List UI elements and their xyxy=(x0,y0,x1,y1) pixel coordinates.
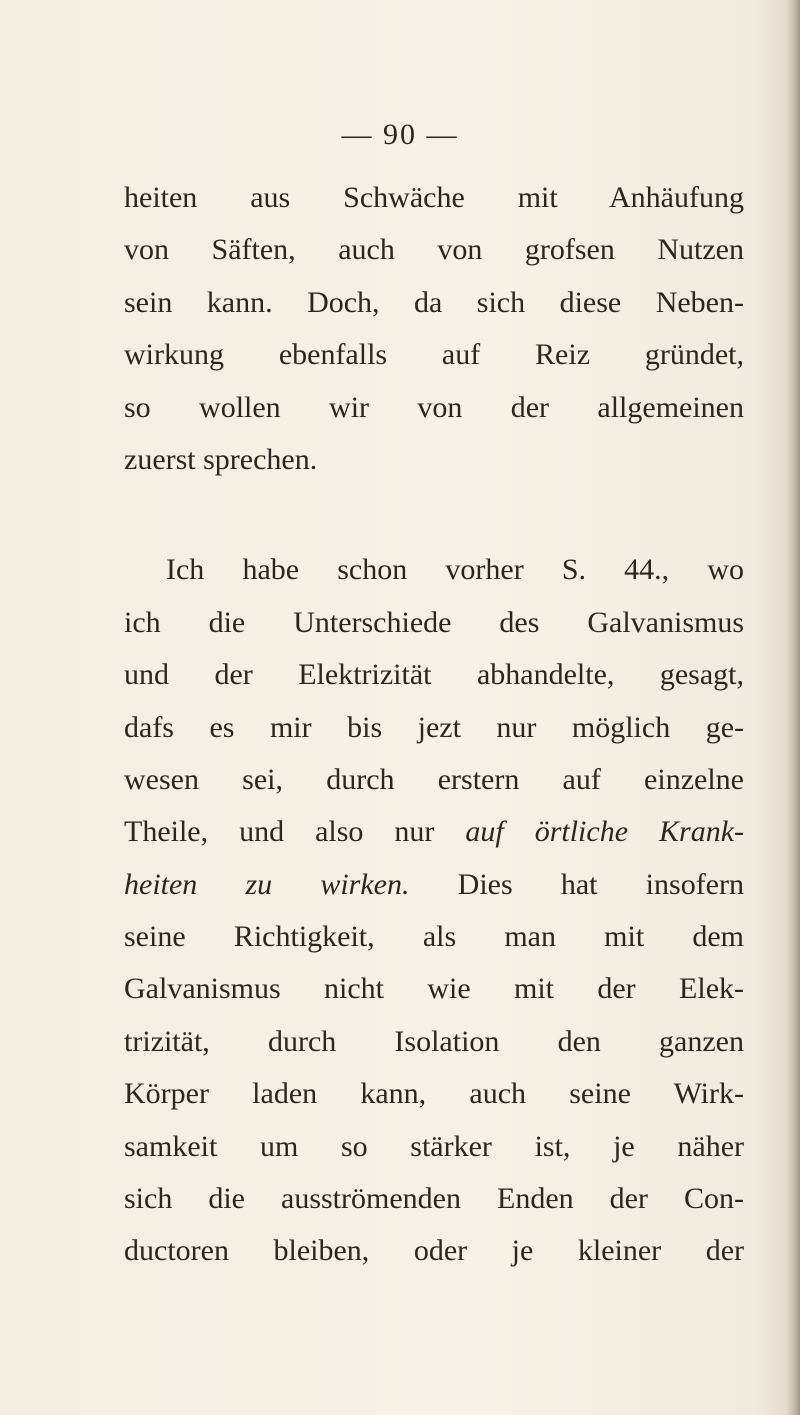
text-line: dafs es mir bis jezt nur möglich ge- xyxy=(124,710,744,744)
text-line: seine Richtigkeit, als man mit dem xyxy=(124,920,744,954)
text-line: sein kann. Doch, da sich diese Neben- xyxy=(124,285,744,319)
body-text xyxy=(124,172,744,1278)
text-line: Galvanismus nicht wie mit der Elek- xyxy=(124,972,744,1006)
italic-phrase: auf örtliche Krank- xyxy=(465,815,744,849)
text-line: und der Elektrizität abhandelte, gesagt, xyxy=(124,658,744,692)
text-line: von Säften, auch von grofsen Nutzen xyxy=(124,233,744,267)
paragraph-gap xyxy=(124,486,744,544)
page-number: — 90 — xyxy=(341,118,459,151)
text-line: wirkung ebenfalls auf Reiz gründet, xyxy=(124,338,744,372)
text-line xyxy=(124,859,744,911)
text-line: wesen sei, durch erstern auf einzelne xyxy=(124,762,744,796)
text-line: ich die Unterschiede des Galvanismus xyxy=(124,605,744,639)
page-edge-shadow xyxy=(786,0,800,1415)
text-line: Ich habe schon vorher S. 44., wo xyxy=(166,553,744,587)
text-segment: Dies hat insofern xyxy=(409,867,744,901)
paragraph-2 xyxy=(124,544,744,1277)
text-line: heiten aus Schwäche mit Anhäufung xyxy=(124,181,744,214)
italic-phrase: heiten zu wirken. xyxy=(124,867,410,901)
text-segment: Theile, und also nur xyxy=(124,815,466,849)
text-line: trizität, durch Isolation den ganzen xyxy=(124,1024,744,1058)
text-line: sich die ausströmenden Enden der Con- xyxy=(124,1182,744,1216)
text-line: samkeit um so stärker ist, je näher xyxy=(124,1129,744,1163)
text-line: ductoren bleiben, oder je kleiner der xyxy=(124,1234,744,1268)
text-line: Körper laden kann, auch seine Wirk- xyxy=(124,1077,744,1111)
text-line: so wollen wir von der allgemeinen xyxy=(124,390,744,424)
paragraph-1 xyxy=(124,172,744,486)
text-line: zuerst sprechen. xyxy=(124,442,318,476)
text-line xyxy=(124,806,744,858)
